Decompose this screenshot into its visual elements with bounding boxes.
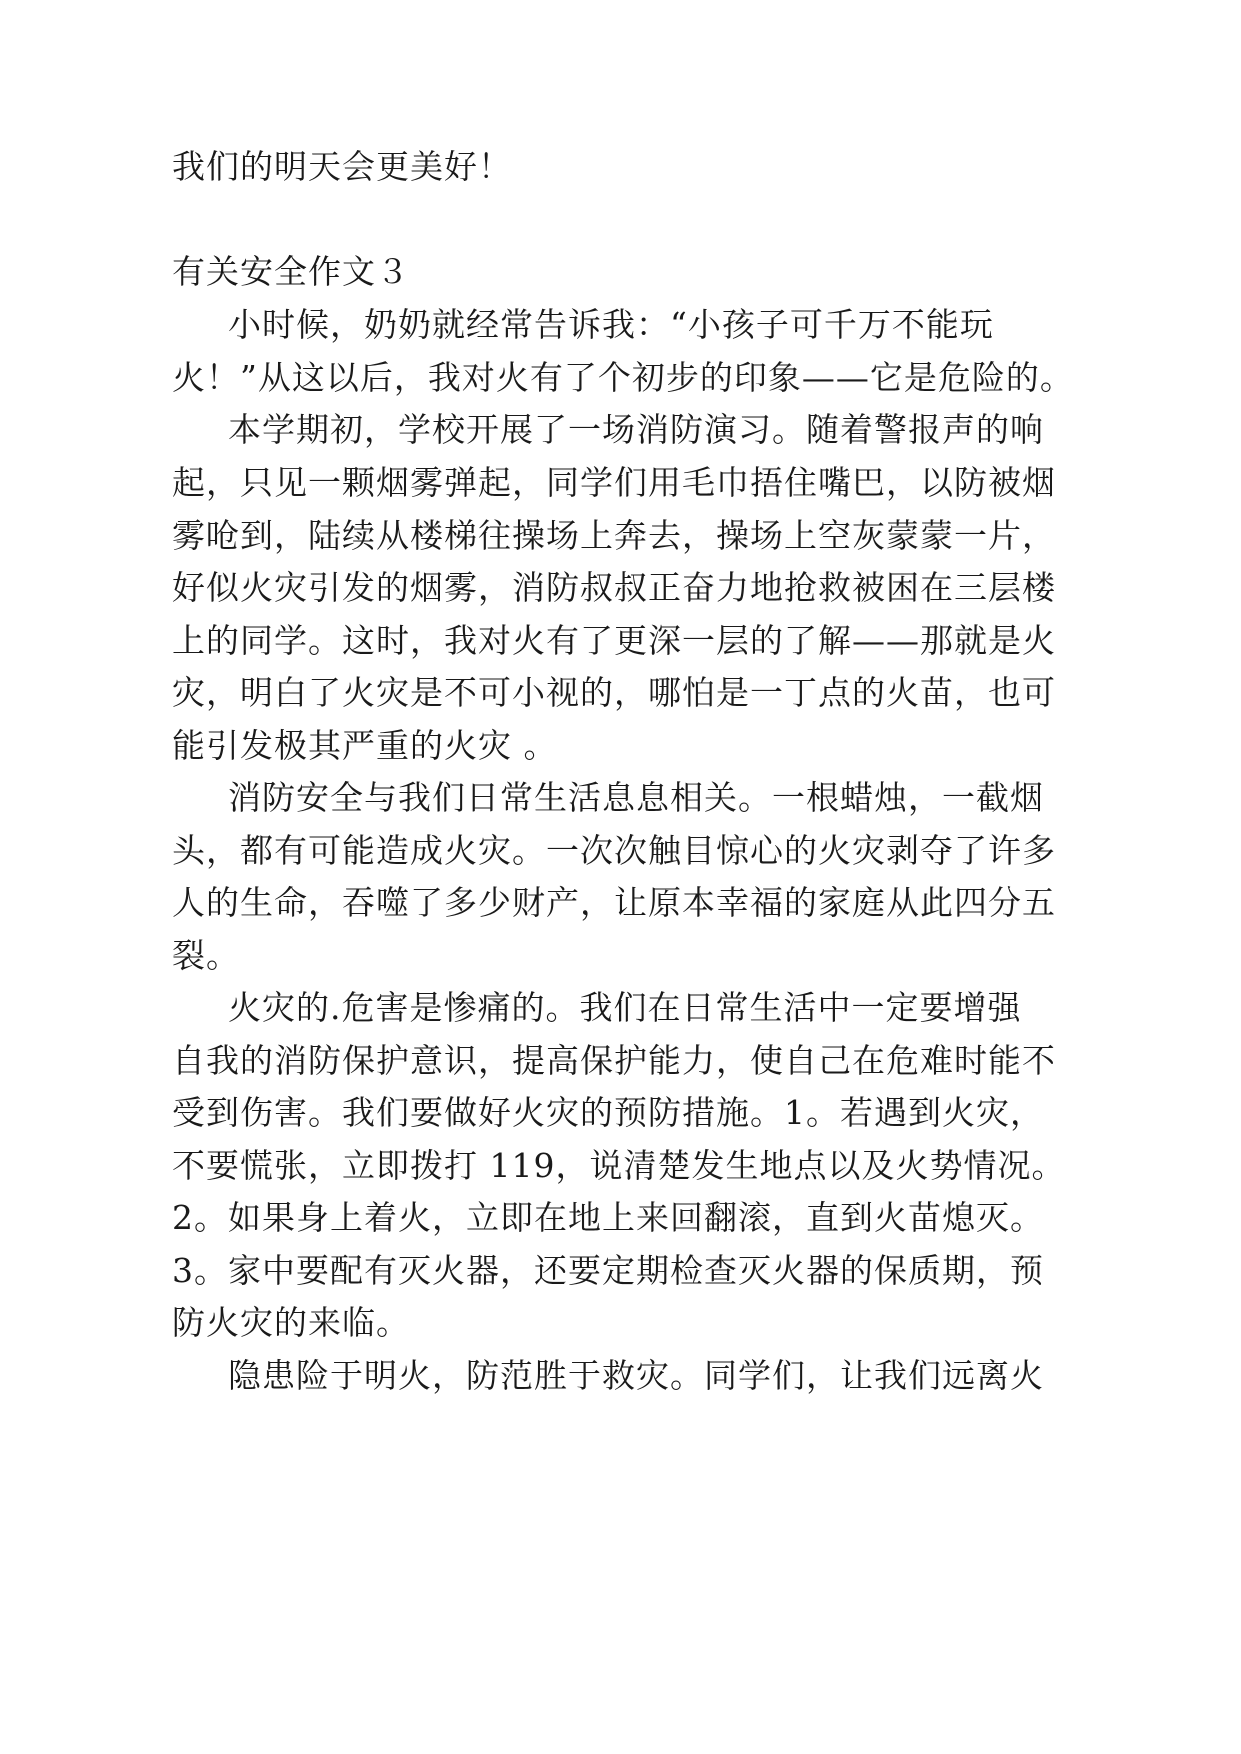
paragraph-line: 火灾的.危害是惨痛的。我们在日常生活中一定要增强 [228, 988, 1022, 1027]
paragraph-line: 2。如果身上着火，立即在地上来回翻滚，直到火苗熄灭。 [172, 1198, 1044, 1237]
paragraph-line: 能引发极其严重的火灾 。 [172, 726, 558, 765]
essay-heading: 有关安全作文３ [172, 252, 410, 291]
paragraph-line: 裂。 [172, 936, 240, 975]
previous-essay-ending: 我们的明天会更美好！ [172, 147, 512, 186]
paragraph-line: 本学期初，学校开展了一场消防演习。随着警报声的响 [228, 410, 1044, 449]
paragraph-line: 自我的消防保护意识，提高保护能力，使自己在危难时能不 [172, 1041, 1056, 1080]
paragraph-line: 小时候，奶奶就经常告诉我：“小孩子可千万不能玩 [228, 305, 994, 344]
paragraph-line: 上的同学。这时，我对火有了更深一层的了解——那就是火 [172, 621, 1056, 660]
paragraph-line: 隐患险于明火，防范胜于救灾。同学们，让我们远离火 [228, 1356, 1044, 1395]
paragraph-line: 不要慌张，立即拨打 119，说清楚发生地点以及火势情况。 [172, 1146, 1066, 1185]
paragraph-line: 灾，明白了火灾是不可小视的，哪怕是一丁点的火苗，也可 [172, 673, 1056, 712]
paragraph-line: 受到伤害。我们要做好火灾的预防措施。1。若遇到火灾， [172, 1093, 1044, 1132]
paragraph-line: 人的生命，吞噬了多少财产，让原本幸福的家庭从此四分五 [172, 883, 1056, 922]
paragraph-line: 头，都有可能造成火灾。一次次触目惊心的火灾剥夺了许多 [172, 831, 1056, 870]
paragraph-line: 好似火灾引发的烟雾，消防叔叔正奋力地抢救被困在三层楼 [172, 568, 1056, 607]
paragraph-line: 防火灾的来临。 [172, 1303, 410, 1342]
paragraph-line: 雾呛到，陆续从楼梯往操场上奔去，操场上空灰蒙蒙一片， [172, 516, 1056, 555]
paragraph-line: 火！”从这以后，我对火有了个初步的印象——它是危险的。 [172, 358, 1074, 397]
paragraph-line: 消防安全与我们日常生活息息相关。一根蜡烛，一截烟 [228, 778, 1044, 817]
paragraph-line: 起，只见一颗烟雾弹起，同学们用毛巾捂住嘴巴，以防被烟 [172, 463, 1056, 502]
paragraph-line: 3。家中要配有灭火器，还要定期检查灭火器的保质期，预 [172, 1251, 1044, 1290]
